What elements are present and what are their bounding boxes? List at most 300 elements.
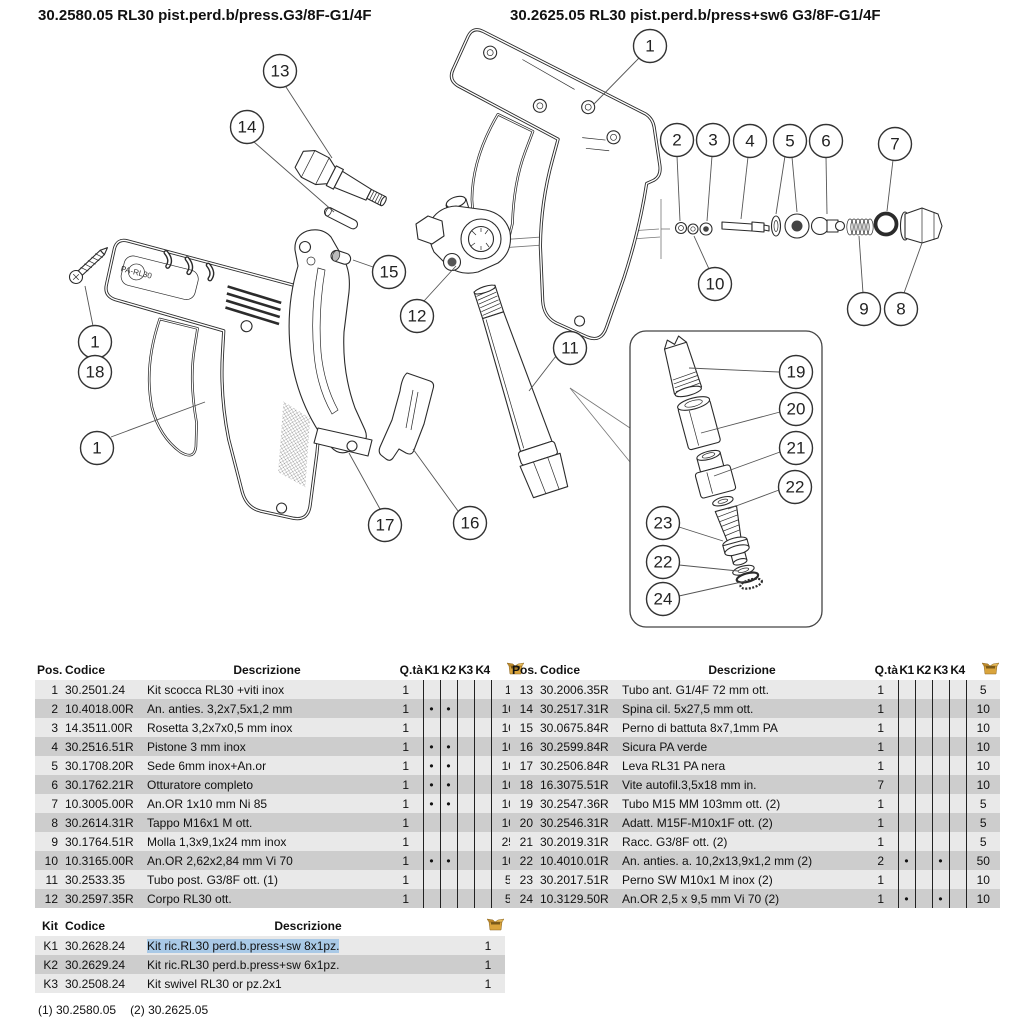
code-cell: 30.1708.20R [65,758,134,773]
code-cell: 30.0675.84R [540,720,609,735]
code-cell: 30.2516.51R [65,739,134,754]
selected-kit-description[interactable]: Kit ric.RL30 perd.b.press+sw 8x1pz. [147,938,340,953]
quantity-cell: 1 [877,739,885,754]
kit-mark-cell [915,889,932,908]
kit-mark-cell [915,718,932,737]
header-k4: K4 [950,662,965,677]
callout-1 [79,286,112,359]
kit-mark-cell [932,832,949,851]
kit-mark-cell [474,718,491,737]
header-k3: K3 [458,662,473,677]
pack-size-cell: 1 [484,957,492,972]
header-pack [966,659,1000,680]
description-cell: Adatt. M15F-M10x1F ott. (2) [622,815,773,830]
callout-9 [848,236,881,326]
code-cell: 30.1764.51R [65,834,134,849]
svg-text:24: 24 [653,589,673,609]
kit-mark-cell [457,680,474,699]
kit-mark-cell: • [898,851,915,870]
kit-mark-cell [440,889,457,908]
code-cell: 10.4018.00R [65,701,134,716]
kit-mark-cell [440,832,457,851]
quantity-cell: 1 [402,720,410,735]
description-cell [145,974,471,993]
header-k1: K1 [899,662,914,677]
code-cell: 10.3129.50R [540,891,609,906]
parts-row [510,889,1000,908]
description-cell: Vite autofil.3,5x18 mm in. [622,777,757,792]
kit-mark-cell: • [423,775,440,794]
kit-mark-cell [423,813,440,832]
parts-row [510,870,1000,889]
kit-mark-cell [457,870,474,889]
svg-text:20: 20 [786,399,806,419]
callout-16 [413,449,487,540]
pos-cell: 1 [51,682,58,697]
kit-mark-cell [474,737,491,756]
code-cell: 30.2501.24 [65,682,126,697]
kit-mark-cell: • [423,699,440,718]
svg-text:7: 7 [890,134,900,154]
parts-row [510,756,1000,775]
description-cell: An.OR 1x10 mm Ni 85 [147,796,268,811]
kit-mark-cell: • [440,851,457,870]
svg-text:3: 3 [708,130,718,150]
kit-mark-cell [457,813,474,832]
description-cell: Otturatore completo [147,777,254,792]
pack-size-cell: 5 [979,796,987,811]
quantity-cell: 1 [402,796,410,811]
parts-row [35,870,525,889]
parts-row [35,737,525,756]
pack-size-cell: 10 [501,777,515,792]
pos-cell: 7 [51,796,58,811]
description-cell: Rosetta 3,2x7x0,5 mm inox [147,720,293,735]
svg-text:8: 8 [896,299,906,319]
kit-mark-cell [457,775,474,794]
pack-size-cell: 1 [504,682,512,697]
kit-mark-cell [949,832,966,851]
parts-row [35,889,525,908]
pack-size-cell: 10 [976,891,990,906]
code-cell: 30.2019.31R [540,834,609,849]
page-title-right: 30.2625.05 RL30 pist.perd.b/press+sw6 G3/8F-G1/4F [510,7,881,24]
kit-mark-cell [898,756,915,775]
kit-mark-cell: • [440,756,457,775]
kit-mark-cell [949,718,966,737]
description-cell: Spina cil. 5x27,5 mm ott. [622,701,754,716]
pos-cell: 5 [51,758,58,773]
pack-size-cell: 1 [484,976,492,991]
pos-cell: 23 [519,872,533,887]
kit-mark-cell [932,699,949,718]
kit-mark-cell [440,718,457,737]
pos-cell: 24 [519,891,533,906]
svg-text:12: 12 [407,306,427,326]
description-cell: Sede 6mm inox+An.or [147,758,267,773]
svg-text:9: 9 [859,299,869,319]
kit-mark-cell [949,794,966,813]
pack-size-cell: 5 [979,834,987,849]
kit-mark-cell [898,680,915,699]
header-code: Codice [65,918,106,933]
parts-row [510,832,1000,851]
callout-13 [264,55,333,159]
kit-mark-cell [474,794,491,813]
kit-mark-cell [457,832,474,851]
code-cell: 30.2546.31R [540,815,609,830]
pack-size-cell: 1 [484,938,492,953]
kit-mark-cell [932,775,949,794]
parts-row [35,718,525,737]
screw-part [67,243,112,286]
code-cell: 30.1762.21R [65,777,134,792]
kit-row [35,936,505,955]
kit-mark-cell [949,870,966,889]
brand-logo-text: PA-RL30 [119,264,153,281]
kit-mark-cell [423,718,440,737]
kit-mark-cell [423,889,440,908]
description-cell: Tubo ant. G1/4F 72 mm ott. [622,682,769,697]
description-cell: Leva RL31 PA nera [622,758,726,773]
header-qty: Q.tà [399,662,423,677]
kit-mark-cell [474,756,491,775]
callout-2 [661,124,694,222]
svg-text:4: 4 [745,131,755,151]
quantity-cell: 7 [877,777,885,792]
header-kit: Kit [42,918,58,933]
description-cell: Perno SW M10x1 M inox (2) [622,872,773,887]
kit-mark-cell: • [423,756,440,775]
pack-size-cell: 50 [976,853,990,868]
code-cell: 10.3005.00R [65,796,134,811]
code-cell: 30.2006.35R [540,682,609,697]
header-desc: Descrizione [274,918,342,933]
svg-text:19: 19 [786,362,806,382]
svg-text:21: 21 [786,438,806,458]
parts-row [35,699,525,718]
pos-cell: 12 [44,891,58,906]
description-cell: Kit scocca RL30 +viti inox [147,682,285,697]
quantity-cell: 1 [402,872,410,887]
description-cell: Pistone 3 mm inox [147,739,246,754]
kit-header-row [35,915,505,936]
small-parts-row [676,208,943,243]
description-cell: Tubo M15 MM 103mm ott. (2) [622,796,781,811]
description-cell: An.OR 2,5 x 9,5 mm Vi 70 (2) [622,891,780,906]
kit-mark-cell [474,851,491,870]
kit-mark-cell [915,699,932,718]
kit-mark-cell: • [440,699,457,718]
svg-text:5: 5 [785,131,795,151]
quantity-cell: 1 [402,739,410,754]
kit-mark-cell [949,775,966,794]
kit-mark-cell [898,737,915,756]
pack-size-cell: 10 [501,739,515,754]
code-cell: 30.2614.31R [65,815,134,830]
code-cell: 30.2629.24 [65,957,126,972]
parts-row [35,680,525,699]
kit-mark-cell [949,699,966,718]
package-icon [487,917,504,931]
cylindrical-pin-part [323,206,359,230]
pack-size-cell: 10 [501,815,515,830]
pack-size-cell: 10 [976,720,990,735]
quantity-cell: 1 [402,834,410,849]
pack-size-cell: 10 [501,701,515,716]
parts-row [35,851,525,870]
pos-cell: 20 [519,815,533,830]
code-cell: 14.3511.00R [65,720,133,735]
code-cell: 30.2599.84R [540,739,609,754]
svg-text:11: 11 [561,338,579,358]
kit-mark-cell [474,775,491,794]
kit-mark-cell [915,870,932,889]
pack-size-cell: 10 [976,777,990,792]
callout-8 [885,243,923,326]
kit-row [35,974,505,993]
kit-description: Kit swivel RL30 or pz.2x1 [147,976,282,991]
kit-mark-cell [898,718,915,737]
header-desc: Descrizione [708,662,776,677]
kit-mark-cell [457,718,474,737]
kit-mark-cell: • [440,737,457,756]
quantity-cell: 2 [877,853,885,868]
kit-mark-cell [915,813,932,832]
pos-cell: 8 [51,815,58,830]
kit-mark-cell [898,832,915,851]
quantity-cell: 1 [877,872,885,887]
header-desc: Descrizione [233,662,301,677]
kit-mark-cell: • [423,851,440,870]
parts-row [510,737,1000,756]
variant-footnote [38,1003,222,1017]
callout-10 [694,236,732,301]
kit-description: Kit ric.RL30 perd.b.press+sw 6x1pz. [147,957,340,972]
kit-mark-cell [898,775,915,794]
description-cell: An.OR 2,62x2,84 mm Vi 70 [147,853,293,868]
quantity-cell: 1 [877,891,885,906]
header-k4: K4 [475,662,490,677]
parts-row [510,699,1000,718]
kit-mark-cell [915,680,932,699]
svg-text:2: 2 [672,130,682,150]
kit-mark-cell [932,718,949,737]
quantity-cell: 1 [877,720,885,735]
kit-mark-cell [457,699,474,718]
callout-17 [349,453,402,542]
pack-size-cell: 10 [976,872,990,887]
pos-cell: 14 [519,701,533,716]
callout-4 [734,125,767,220]
header-k2: K2 [916,662,931,677]
kit-mark-cell: • [423,737,440,756]
code-cell: 10.3165.00R [65,853,134,868]
table-header-row [510,659,1000,680]
kit-mark-cell: • [898,889,915,908]
kit-mark-cell [915,832,932,851]
pos-cell: 11 [45,872,58,887]
kit-mark-cell [949,813,966,832]
svg-text:1: 1 [92,438,102,458]
pos-cell: 6 [51,777,58,792]
parts-row [35,756,525,775]
front-tube-fitting-part [292,146,391,216]
code-cell: 30.2508.24 [65,976,126,991]
kit-mark-cell [949,756,966,775]
pack-size-cell: 5 [979,815,987,830]
header-k1: K1 [424,662,439,677]
description-cell: Tubo post. G3/8F ott. (1) [147,872,278,887]
kit-mark-cell [474,699,491,718]
pos-cell: 15 [519,720,533,735]
svg-text:23: 23 [653,513,673,533]
kit-mark-cell [474,832,491,851]
kit-mark-cell: • [440,794,457,813]
kit-mark-cell [932,756,949,775]
footnote-ref1: (1) 30.2580.05 [38,1003,117,1017]
svg-text:10: 10 [705,274,725,294]
parts-row [510,794,1000,813]
kit-row [35,955,505,974]
callout-11 [529,332,587,392]
kit-mark-cell [474,889,491,908]
table-header-row [35,659,525,680]
package-icon [982,661,999,675]
kit-mark-cell [898,794,915,813]
header-pack [471,915,505,936]
callout-6 [810,125,843,215]
svg-text:22: 22 [653,552,673,572]
quantity-cell: 1 [402,701,410,716]
piston-part [722,222,769,232]
parts-row [510,718,1000,737]
quantity-cell: 1 [877,682,885,697]
description-cell [145,936,471,955]
description-cell: Sicura PA verde [622,739,708,754]
kit-table [35,915,505,993]
quantity-cell: 1 [402,853,410,868]
header-pos: Pos. [512,662,538,677]
quantity-cell: 1 [402,758,410,773]
kit-mark-cell [440,870,457,889]
parts-row [35,775,525,794]
parts-row [510,680,1000,699]
quantity-cell: 1 [402,815,410,830]
kit-mark-cell [474,870,491,889]
o-ring-part [876,214,897,235]
pack-size-cell: 10 [501,853,515,868]
shutter-part [812,218,845,235]
quantity-cell: 1 [402,891,410,906]
kit-mark-cell [932,680,949,699]
svg-text:22: 22 [785,477,805,497]
kit-mark-cell [932,794,949,813]
header-k3: K3 [933,662,948,677]
kit-mark-cell [423,832,440,851]
description-cell: Racc. G3/8F ott. (2) [622,834,728,849]
kit-mark-cell [949,889,966,908]
kit-mark-cell [423,680,440,699]
kit-mark-cell [915,775,932,794]
code-cell: 10.4010.01R [540,853,609,868]
header-k2: K2 [441,662,456,677]
code-cell: 30.2017.51R [540,872,609,887]
parts-row [510,813,1000,832]
kit-mark-cell [423,870,440,889]
description-cell: Corpo RL30 ott. [147,891,232,906]
code-cell: 30.2517.31R [540,701,609,716]
parts-row [35,794,525,813]
parts-row [35,832,525,851]
svg-text:17: 17 [375,515,395,535]
kit-mark-cell: • [932,889,949,908]
code-cell: 30.2628.24 [65,938,126,953]
header-code: Codice [540,662,581,677]
kit-mark-cell [474,680,491,699]
pos-cell: 22 [519,853,533,868]
parts-row [35,813,525,832]
code-cell: 30.2547.36R [540,796,609,811]
kit-mark-cell [474,813,491,832]
svg-text:1: 1 [90,332,100,352]
kit-mark-cell [457,756,474,775]
kit-mark-cell [440,680,457,699]
code-cell: 30.2506.84R [540,758,609,773]
code-cell: 16.3075.51R [540,777,609,792]
page-title-left: 30.2580.05 RL30 pist.perd.b/press.G3/8F-G1/4F [38,7,372,24]
pack-size-cell: 10 [976,701,990,716]
pack-size-cell: 5 [504,872,512,887]
parts-row [510,851,1000,870]
kit-mark-cell [932,813,949,832]
footnote-ref2: (2) 30.2625.05 [130,1003,209,1017]
quantity-cell: 1 [402,777,410,792]
kit-mark-cell: • [423,794,440,813]
kit-cell: K1 [43,938,58,953]
pos-cell: 2 [51,701,58,716]
kit-mark-cell [457,889,474,908]
kit-cell: K3 [43,976,58,991]
header-qty: Q.tà [874,662,898,677]
callout-3 [697,124,730,222]
quantity-cell: 1 [877,796,885,811]
callout-7 [879,128,912,212]
gun-shell-inner [372,26,700,343]
quantity-cell: 1 [877,758,885,773]
kit-mark-cell [915,756,932,775]
pack-size-cell: 5 [979,682,987,697]
pack-size-cell: 10 [501,720,515,735]
pos-cell: 21 [519,834,533,849]
kit-mark-cell [932,737,949,756]
svg-text:14: 14 [237,117,257,137]
svg-text:13: 13 [270,61,290,81]
pos-cell: 3 [51,720,58,735]
pos-cell: 4 [51,739,58,754]
callout-1 [594,30,667,105]
quantity-cell: 1 [877,701,885,716]
callout-12 [401,266,457,333]
kit-mark-cell [898,699,915,718]
kit-mark-cell [915,794,932,813]
pos-cell: 10 [44,853,58,868]
cap-nut-part [901,208,943,243]
description-cell: Molla 1,3x9,1x24 mm inox [147,834,287,849]
kit-mark-cell: • [932,851,949,870]
kit-mark-cell [898,870,915,889]
description-cell: Tappo M16x1 M ott. [147,815,253,830]
